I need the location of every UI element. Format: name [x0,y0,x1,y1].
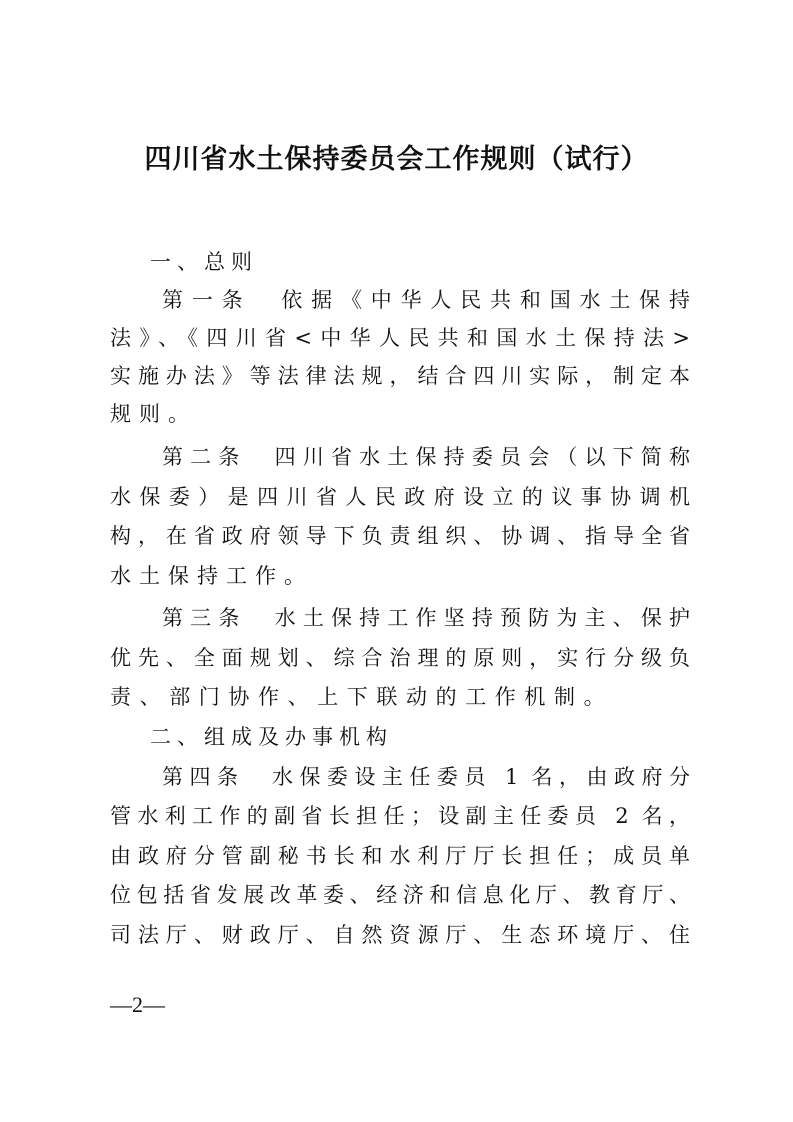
article-1-line-2: 法》、《四川省<中华人民共和国水土保持法> [110,326,690,350]
page-number: —2— [110,992,165,1017]
article-4-line-5: 司法厅、财政厅、自然资源厅、生态环境厅、住 [110,923,690,947]
article-2-line-4: 水土保持工作。 [110,564,313,588]
article-4-line-4: 位包括省发展改革委、经济和信息化厅、教育厅、 [110,883,690,907]
article-4-line-3: 由政府分管副秘书长和水利厅厅长担任；成员单 [110,844,690,868]
document-title: 四川省水土保持委员会工作规则（试行） [144,144,649,175]
article-3-line-3: 责、部门协作、上下联动的工作机制。 [110,685,614,709]
article-1-line-4: 规则。 [110,402,197,426]
article-4-line-2: 管水利工作的副省长担任；设副主任委员 2 名， [110,804,690,828]
article-1-line-3: 实施办法》等法律法规，结合四川实际，制定本 [110,364,690,388]
article-3-line-1: 第三条 水土保持工作坚持预防为主、保护 [162,606,690,630]
article-2-line-3: 构，在省政府领导下负责组织、协调、指导全省 [110,524,690,548]
article-4-line-1: 第四条 水保委设主任委员 1 名，由政府分 [162,765,690,789]
article-2-line-1: 第二条 四川省水土保持委员会（以下简称 [162,445,690,469]
section-heading: 一、总则 [150,250,258,274]
article-3-line-2: 优先、全面规划、综合治理的原则，实行分级负 [110,646,690,670]
article-1-line-1: 第一条 依据《中华人民共和国水土保持 [162,288,690,312]
article-2-line-2: 水保委）是四川省人民政府设立的议事协调机 [110,485,690,509]
section-heading: 二、组成及办事机构 [150,725,393,749]
